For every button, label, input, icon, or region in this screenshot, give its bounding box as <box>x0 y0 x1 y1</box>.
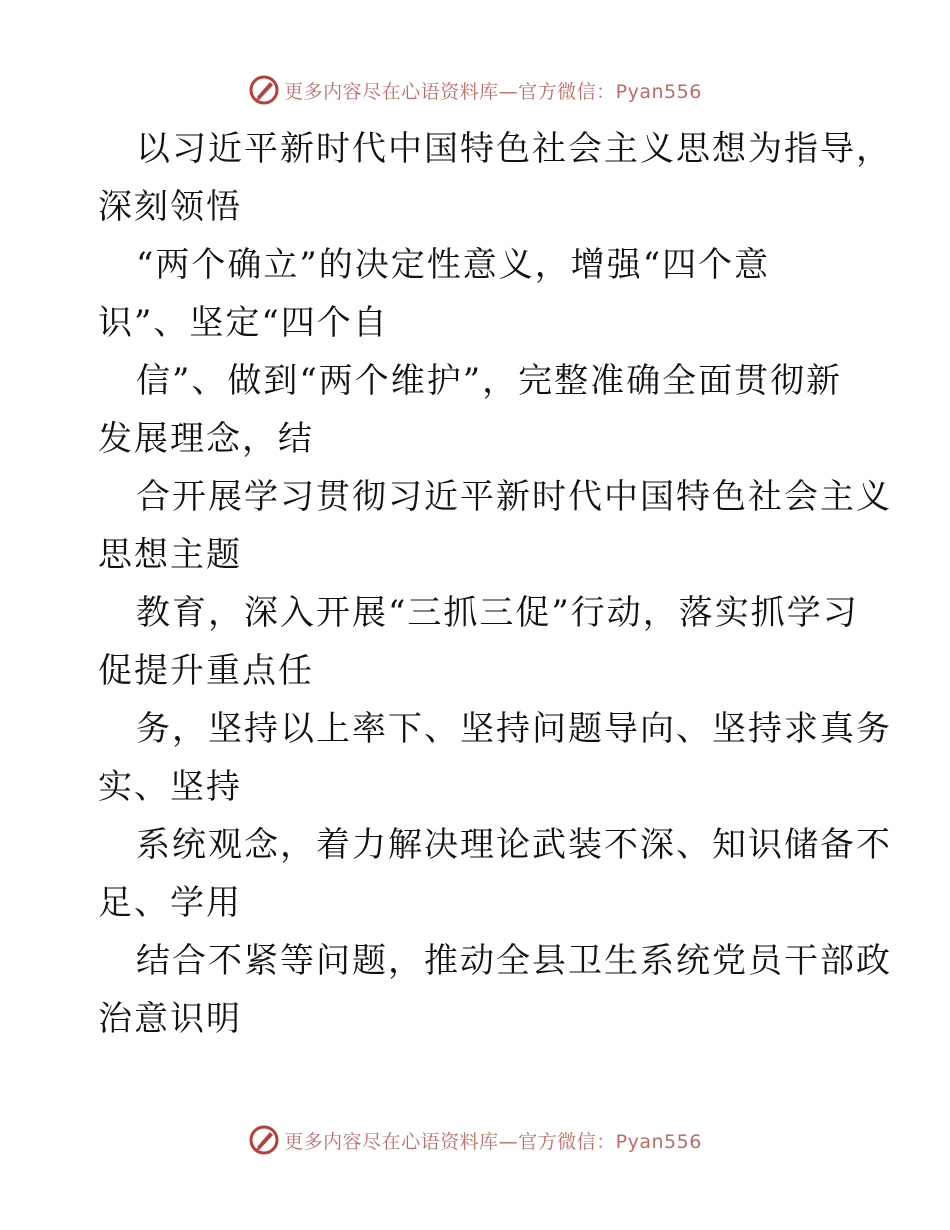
text-line: 实、坚持 <box>98 767 242 807</box>
header-watermark <box>0 72 950 108</box>
watermark-text: 更多内容尽在心语资料库—官方微信：Pyan556 <box>284 1130 702 1153</box>
text-line: 合开展学习贯彻习近平新时代中国特色社会主义 <box>136 477 892 517</box>
text-line: 以习近平新时代中国特色社会主义思想为指导， <box>136 129 892 169</box>
text-line: 促提升重点任 <box>98 651 314 691</box>
text-line: 足、学用 <box>98 883 242 923</box>
text-line: 信”、做到“两个维护”，完整准确全面贯彻新 <box>136 361 843 401</box>
footer-watermark <box>0 1122 950 1158</box>
text-line: 系统观念，着力解决理论武装不深、知识储备不 <box>136 825 892 865</box>
quill-logo-icon <box>248 1124 280 1156</box>
text-line: 结合不紧等问题，推动全县卫生系统党员干部政 <box>136 941 892 981</box>
text-line: “两个确立”的决定性意义，增强“四个意 <box>136 245 771 285</box>
text-line: 识”、坚定“四个自 <box>98 303 389 343</box>
text-line: 发展理念，结 <box>98 419 314 459</box>
text-line: 深刻领悟 <box>98 187 242 227</box>
text-line: 治意识明 <box>98 999 242 1039</box>
text-line: 思想主题 <box>98 535 242 575</box>
quill-logo-icon <box>248 74 280 106</box>
text-line: 教育，深入开展“三抓三促”行动，落实抓学习 <box>136 593 859 633</box>
document-body <box>98 120 892 1048</box>
text-line: 务，坚持以上率下、坚持问题导向、坚持求真务 <box>136 709 892 749</box>
watermark-text: 更多内容尽在心语资料库—官方微信：Pyan556 <box>284 80 702 103</box>
